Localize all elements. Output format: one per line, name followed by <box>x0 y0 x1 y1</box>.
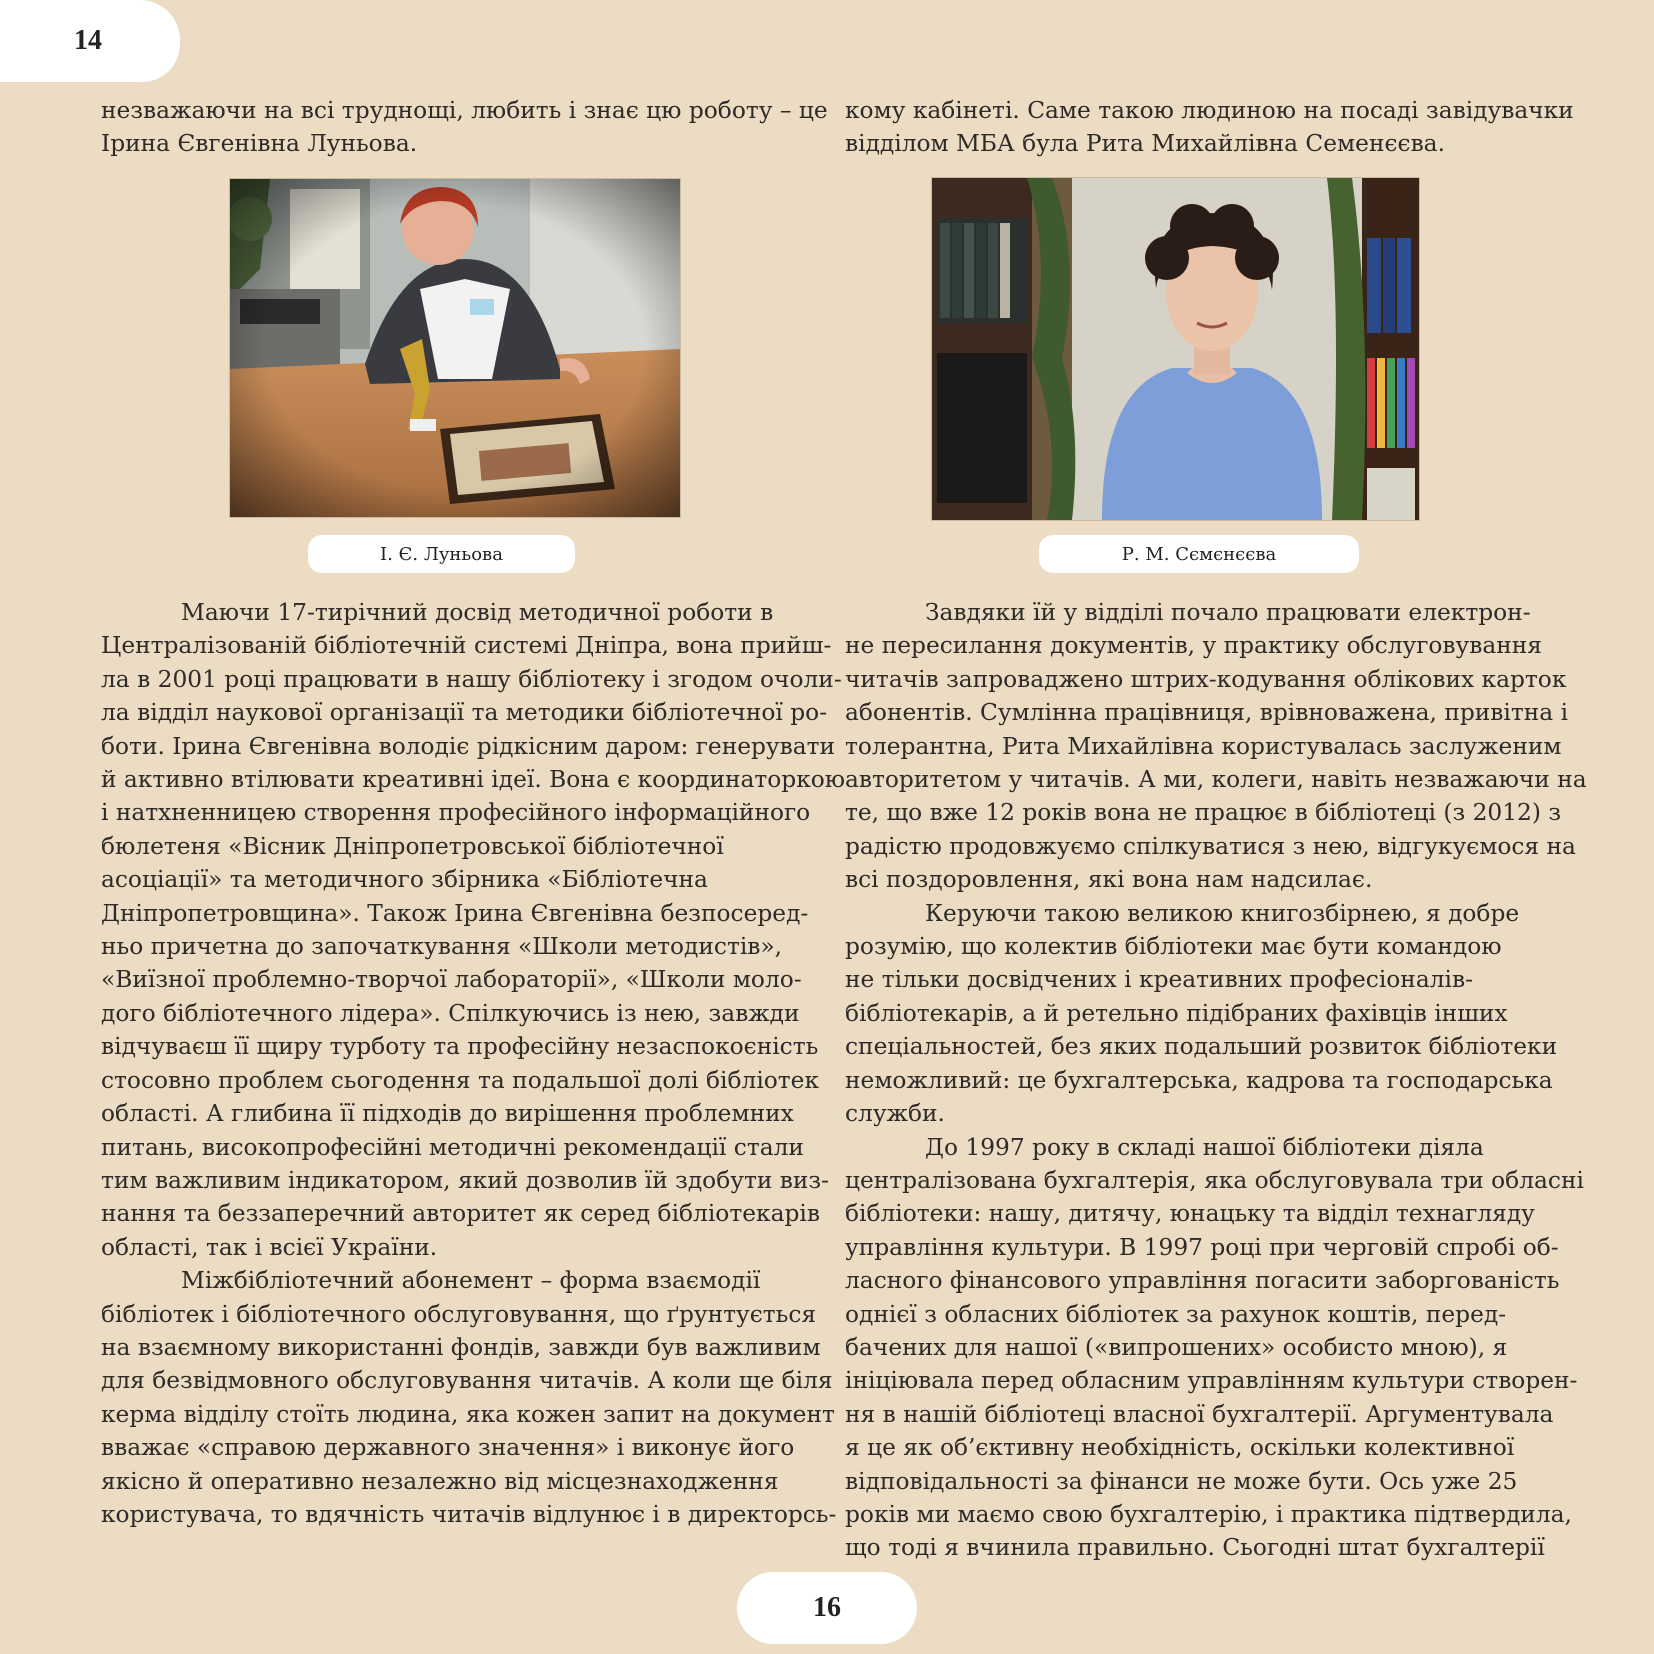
text-line: й активно втілювати креативні ідеї. Вона є координаторкою <box>101 766 846 794</box>
text-line: читачів запроваджено штрих-кодування облікових карток <box>845 665 1567 693</box>
text-line: ня в нашій бібліотеці власної бухгалтерії. Аргументувала <box>845 1400 1554 1428</box>
text-line: служби. <box>845 1100 945 1128</box>
text-line: спеціальностей, без яких подальший розвиток бібліотеки <box>845 1033 1558 1061</box>
page-number-bottom-text: 16 <box>813 1592 841 1623</box>
text-line: Маючи 17-тирічний досвід методичної роботи в <box>181 599 774 626</box>
caption-semeneeva <box>1039 535 1359 573</box>
page-number-top <box>0 0 180 82</box>
text-line: авторитетом у читачів. А ми, колеги, навіть незважаючи на <box>845 766 1587 794</box>
text-line: на взаємному використанні фондів, завжди був важливим <box>101 1333 821 1361</box>
caption-lunova-text: І. Є. Луньова <box>380 543 503 565</box>
text-line: відчуваєш її щиру турботу та професійну незаспокоєність <box>101 1033 819 1061</box>
text-line: ла відділ наукової організації та методики бібліотечної ро- <box>101 699 828 727</box>
photo-semeneeva <box>932 178 1419 520</box>
text-line: бібліотекарів, а й ретельно підібраних фахівців інших <box>845 999 1508 1027</box>
text-line: бібліотеки: нашу, дитячу, юнацьку та відділ технагляду <box>845 1200 1535 1228</box>
text-line: Ірина Євгенівна Луньова. <box>101 130 418 158</box>
text-line: бібліотек і бібліотечного обслуговування, що ґрунтується <box>101 1300 817 1328</box>
text-line: Завдяки їй у відділі почало працювати електрон- <box>925 599 1531 626</box>
text-line: вважає «справою державного значення» і виконує його <box>101 1434 795 1462</box>
text-line: нання та беззаперечний авторитет як серед бібліотекарів <box>101 1200 820 1228</box>
text-line: стосовно проблем сьогодення та подальшої долі бібліотек <box>101 1066 820 1094</box>
text-line: відділом МБА була Рита Михайлівна Семенєєва. <box>845 130 1445 158</box>
text-line: Керуючи такою великою книгозбірнею, я добре <box>925 899 1520 927</box>
text-line: централізована бухгалтерія, яка обслуговувала три обласні <box>845 1166 1584 1194</box>
text-line: не тільки досвідчених і креативних професіоналів- <box>845 966 1473 994</box>
text-line: толерантна, Рита Михайлівна користувалась заслуженим <box>845 732 1562 760</box>
text-line: дого бібліотечного лідера». Спілкуючись із нею, завжди <box>101 999 800 1027</box>
right-column-intro <box>845 94 1574 161</box>
text-line: для безвідмовного обслуговування читачів. А коли ще біля <box>101 1367 833 1395</box>
text-line: те, що вже 12 років вона не працює в бібліотеці (з 2012) з <box>845 799 1562 827</box>
text-line: Дніпропетровщина». Також Ірина Євгенівна безпосеред- <box>101 899 809 927</box>
text-line: ласного фінансового управління погасити заборгованість <box>845 1267 1560 1295</box>
text-line: років ми маємо свою бухгалтерію, і практика підтвердила, <box>845 1500 1572 1528</box>
text-line: радістю продовжуємо спілкуватися з нею, відгукуємося на <box>845 832 1576 860</box>
text-line: Централізованій бібліотечній системі Дніпра, вона прийш- <box>101 632 832 660</box>
text-line: користувача, то вдячність читачів відлунює і в директорсь- <box>101 1500 837 1528</box>
text-line: «Виїзної проблемно-творчої лабораторії», «Школи моло- <box>101 966 802 994</box>
text-line: асоціації» та методичного збірника «Бібліотечна <box>101 866 708 894</box>
text-line: керма відділу стоїть людина, яка кожен запит на документ <box>101 1400 835 1428</box>
text-line: якісно й оперативно незалежно від місцезнаходження <box>101 1467 779 1495</box>
left-column-intro <box>101 94 828 161</box>
text-line: питань, високопрофесійні методичні рекомендації стали <box>101 1133 804 1161</box>
text-line: ла в 2001 році працювати в нашу бібліотеку і згодом очоли- <box>101 665 842 693</box>
text-line: що тоді я вчинила правильно. Сьогодні штат бухгалтерії <box>845 1534 1545 1562</box>
text-line: До 1997 року в складі нашої бібліотеки діяла <box>925 1133 1484 1161</box>
left-column-body <box>101 596 846 1531</box>
text-line: ньо причетна до започаткування «Школи методистів», <box>101 933 783 961</box>
page-number-bottom <box>737 1572 917 1644</box>
text-line: Міжбібліотечний абонемент – форма взаємодії <box>181 1267 761 1295</box>
text-line: відповідальності за фінанси не може бути. Ось уже 25 <box>845 1467 1518 1495</box>
text-line: неможливий: це бухгалтерська, кадрова та господарська <box>845 1066 1553 1094</box>
text-line: боти. Ірина Євгенівна володіє рідкісним даром: генерувати <box>101 732 836 760</box>
caption-lunova <box>308 535 575 573</box>
text-line: тим важливим індикатором, який дозволив їй здобути виз- <box>101 1166 829 1194</box>
text-line: я це як об’єктивну необхідність, оскільки колективної <box>845 1434 1515 1462</box>
text-line: бюлетеня «Вісник Дніпропетровської бібліотечної <box>101 832 724 860</box>
text-line: і натхненницею створення професійного інформаційного <box>101 799 811 827</box>
right-column-body <box>845 596 1587 1565</box>
text-line: області. А глибина її підходів до вирішення проблемних <box>101 1100 794 1128</box>
text-line: управління культури. В 1997 році при черговій спробі об- <box>845 1233 1559 1261</box>
text-line: кому кабінеті. Саме такою людиною на посаді завідувачки <box>845 97 1574 124</box>
photo-lunova <box>230 179 680 517</box>
text-line: не пересилання документів, у практику обслуговування <box>845 632 1543 660</box>
text-line: абонентів. Сумлінна працівниця, врівноважена, привітна і <box>845 699 1569 727</box>
caption-semeneeva-text: Р. М. Сємєнєєва <box>1121 543 1277 565</box>
text-line: розумію, що колектив бібліотеки має бути командою <box>845 933 1502 961</box>
text-line: всі поздоровлення, які вона нам надсилає. <box>845 866 1373 894</box>
text-line: ініціювала перед обласним управлінням культури створен- <box>845 1367 1578 1395</box>
text-line: області, так і всієї України. <box>101 1233 438 1261</box>
page-number-top-text: 14 <box>74 25 102 56</box>
text-line: бачених для нашої («випрошених» особисто мною), я <box>845 1333 1508 1361</box>
text-line: незважаючи на всі труднощі, любить і знає цю роботу – це <box>101 97 828 124</box>
text-line: однієї з обласних бібліотек за рахунок коштів, перед- <box>845 1300 1507 1328</box>
